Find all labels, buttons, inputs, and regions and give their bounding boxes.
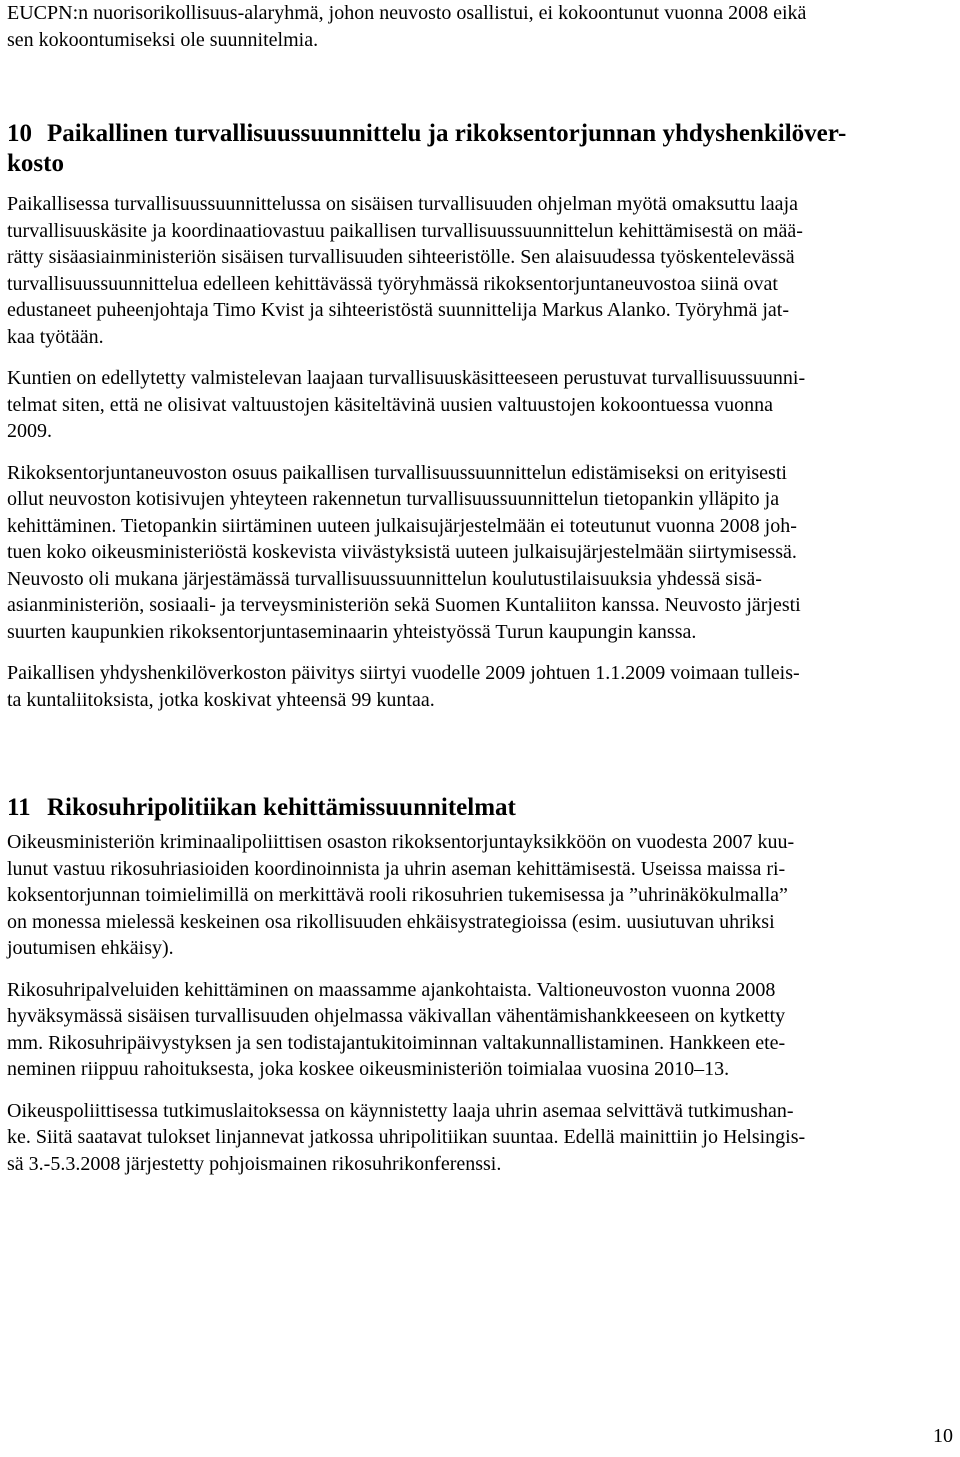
section-11-heading [7, 793, 952, 823]
text-line: suurten kaupunkien rikoksentorjuntaseminaarin yhteistyössä Turun kaupungin kanssa. [7, 620, 697, 643]
text-line: Oikeusministeriön kriminaalipoliittisen osaston rikoksentorjuntayksikköön on vuodesta 2007 kuu- [7, 831, 795, 853]
document-page [7, 0, 952, 1177]
section-10-heading [7, 119, 952, 179]
intro-paragraph [7, 0, 952, 53]
paragraph [7, 977, 952, 1083]
section-number: 11 [7, 794, 31, 821]
text-line: kaa työtään. [7, 325, 104, 348]
paragraph [7, 365, 952, 445]
text-line: sen kokoontumiseksi ole suunnitelmia. [7, 28, 319, 51]
paragraph [7, 829, 952, 962]
text-line: Rikoksentorjuntaneuvoston osuus paikallisen turvallisuussuunnittelun edistämiseksi on erityisesti [7, 461, 787, 484]
text-line: kehittäminen. Tietopankin siirtäminen uuteen julkaisujärjestelmään ei toteutunut vuonna 2008 joh- [7, 514, 797, 537]
text-line: Oikeuspoliittisessa tutkimuslaitoksessa on käynnistetty laaja uhrin asemaa selvittävä tutkimushan- [7, 1099, 794, 1122]
text-line: edustaneet puheenjohtaja Timo Kvist ja sihteeristöstä suunnittelija Markus Alanko. Työryhmä jat- [7, 299, 790, 321]
text-line: tuen koko oikeusministeriöstä koskevista viivästyksistä uuteen julkaisujärjestelmään siirtymisessä. [7, 541, 797, 563]
text-line: mm. Rikosuhripäivystyksen ja sen todistajantukitoiminnan valtakunnallistaminen. Hankkeen ete- [7, 1031, 786, 1054]
page-number: 10 [933, 1425, 953, 1447]
text-line: on monessa mielessä keskeinen osa rikollisuuden ehkäisystrategioissa (esim. uusiutuvan uhriksi [7, 910, 775, 933]
heading-text: kosto [7, 150, 64, 177]
text-line: ke. Siitä saatavat tulokset linjannevat jatkossa uhripolitiikan suuntaa. Edellä mainittiin jo Helsingis- [7, 1126, 806, 1148]
text-line: Rikosuhripalveluiden kehittäminen on maassamme ajankohtaista. Valtioneuvoston vuonna 2008 [7, 978, 776, 1001]
heading-text: Paikallinen turvallisuussuunnittelu ja rikoksentorjunnan yhdyshenkilöver- [47, 120, 847, 147]
text-line: turvallisuussuunnittelua edelleen kehittävässä työryhmässä rikoksentorjuntaneuvostoa siinä ovat [7, 272, 778, 295]
text-line: ollut neuvoston kotisivujen yhteyteen rakennetun turvallisuussuunnittelun tietopankin ylläpito ja [7, 488, 780, 510]
text-line: ta kuntaliitoksista, jotka koskivat yhteensä 99 kuntaa. [7, 688, 435, 711]
text-line: Paikallisen yhdyshenkilöverkoston päivitys siirtyi vuodelle 2009 johtuen 1.1.2009 voimaan tulleis- [7, 662, 800, 684]
text-line: Paikallisessa turvallisuussuunnittelussa on sisäisen turvallisuuden ohjelman myötä omaksuttu laaja [7, 193, 798, 215]
text-line: lunut vastuu rikosuhriasioiden koordinoinnista ja uhrin aseman kehittämisestä. Useissa maissa ri- [7, 857, 786, 880]
section-number: 10 [7, 120, 32, 147]
paragraph [7, 460, 952, 646]
text-line: Kuntien on edellytetty valmistelevan laajaan turvallisuuskäsitteeseen perustuvat turvallisuussuunni- [7, 367, 806, 389]
text-line: hyväksymässä sisäisen turvallisuuden ohjelmassa väkivallan vähentämishankkeeseen on kytketty [7, 1005, 786, 1027]
text-line: 2009. [7, 420, 52, 442]
paragraph [7, 191, 952, 350]
text-line: sä 3.-5.3.2008 järjestetty pohjoismainen rikosuhrikonferenssi. [7, 1152, 502, 1175]
text-line: neminen riippuu rahoituksesta, joka koskee oikeusministeriön toimialaa vuosina 2010–13. [7, 1058, 730, 1080]
text-line: koksentorjunnan toimielimillä on merkittävä rooli rikosuhrien tukemisessa ja ”uhrinäkökulmalla” [7, 884, 788, 906]
text-line: Neuvosto oli mukana järjestämässä turvallisuussuunnittelun koulutustilaisuuksia yhdessä sisä- [7, 567, 762, 590]
paragraph [7, 660, 952, 713]
text-line: EUCPN:n nuorisorikollisuus-alaryhmä, johon neuvosto osallistui, ei kokoontunut vuonna 2008 eikä [7, 2, 807, 24]
paragraph [7, 1098, 952, 1178]
text-line: joutumisen ehkäisy). [7, 937, 174, 959]
text-line: turvallisuuskäsite ja koordinaatiovastuu paikallisen turvallisuussuunnittelun kehittämisestä on mää- [7, 219, 803, 242]
heading-text: Rikosuhripolitiikan kehittämissuunnitelmat [47, 794, 516, 821]
text-line: rätty sisäasiainministeriön sisäisen turvallisuuden sihteeristölle. Sen alaisuudessa työskentelevässä [7, 246, 795, 268]
text-line: telmat siten, että ne olisivat valtuustojen käsiteltävinä uusien valtuustojen kokoontuessa vuonna [7, 393, 773, 416]
text-line: asianministeriön, sosiaali- ja terveysministeriön sekä Suomen Kuntaliiton kanssa. Neuvosto järjesti [7, 594, 801, 616]
